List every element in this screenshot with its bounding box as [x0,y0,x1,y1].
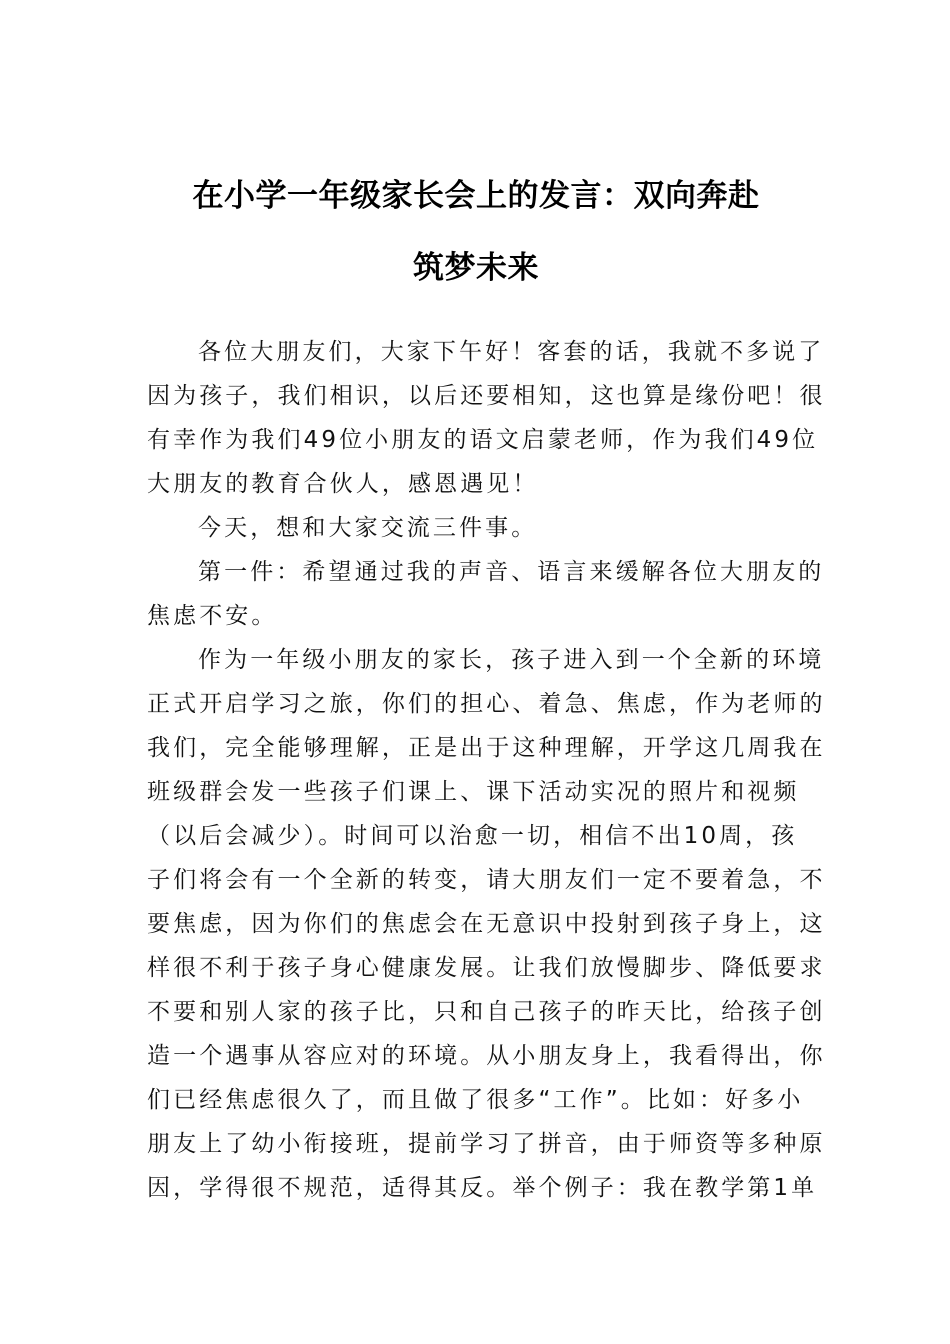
body-line: 大朋友的教育合伙人，感恩遇见！ [147,471,539,497]
body-line: 正式开启学习之旅，你们的担心、着急、焦虑，作为老师的 [147,691,826,717]
body-line: 因，学得很不规范，适得其反。举个例子：我在教学第1单 [147,1175,818,1201]
body-line: 焦虑不安。 [147,603,278,629]
body-line: 有幸作为我们49位小朋友的语文启蒙老师，作为我们49位 [147,427,819,453]
body-line: 样很不利于孩子身心健康发展。让我们放慢脚步、降低要求 [147,955,826,981]
body-line: 因为孩子，我们相识，以后还要相知，这也算是缘份吧！很 [147,383,826,409]
document-title [147,160,805,304]
document-body [147,330,826,1210]
body-line: 不要和别人家的孩子比，只和自己孩子的昨天比，给孩子创 [147,999,826,1025]
body-line: 班级群会发一些孩子们课上、课下活动实况的照片和视频 [147,779,800,805]
body-line: 要焦虑，因为你们的焦虑会在无意识中投射到孩子身上，这 [147,911,826,937]
title-line-2: 筑梦未来 [413,250,539,286]
body-line: 们已经焦虑很久了，而且做了很多“工作”。比如：好多小 [147,1087,804,1113]
body-line: 第一件：希望通过我的声音、语言来缓解各位大朋友的 [198,559,825,585]
body-line: 造一个遇事从容应对的环境。从小朋友身上，我看得出，你 [147,1043,826,1069]
body-line: 朋友上了幼小衔接班，提前学习了拼音，由于师资等多种原 [147,1131,826,1157]
body-line: （以后会减少）。时间可以治愈一切，相信不出10周，孩 [147,823,798,849]
body-line: 我们，完全能够理解，正是出于这种理解，开学这几周我在 [147,735,826,761]
title-line-1: 在小学一年级家长会上的发言：双向奔赴 [192,178,760,214]
body-line: 子们将会有一个全新的转变，请大朋友们一定不要着急，不 [147,867,826,893]
body-line: 各位大朋友们，大家下午好！客套的话，我就不多说了 [198,339,825,365]
body-line: 作为一年级小朋友的家长，孩子进入到一个全新的环境 [198,647,825,673]
body-line: 今天，想和大家交流三件事。 [198,515,538,541]
